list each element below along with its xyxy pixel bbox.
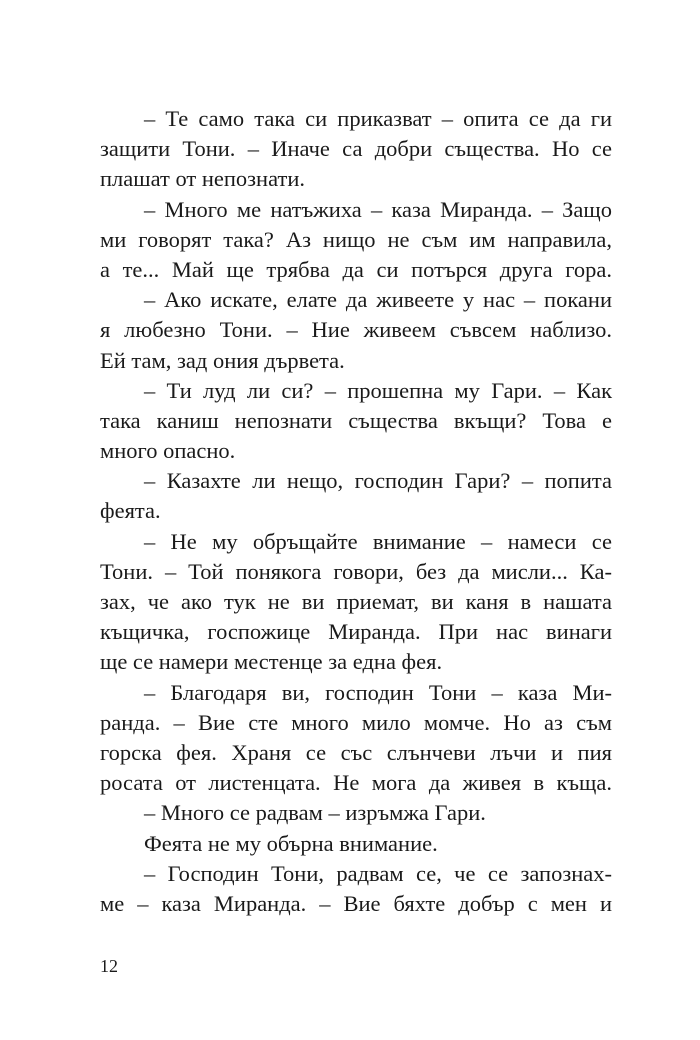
text-line: – Господин Тони, радвам се, че се запознах- — [144, 860, 612, 886]
text-line: Ей там, зад ония дървета. — [100, 347, 345, 373]
text-line: къщичка, госпожице Миранда. При нас винаги — [100, 619, 612, 645]
text-line: я любезно Тони. – Ние живеем съвсем наблизо. — [100, 317, 612, 343]
text-line: – Казахте ли нещо, господин Гари? – попита — [144, 468, 612, 494]
text-line: ми говорят така? Аз нищо не съм им направила, — [100, 226, 612, 252]
text-line: Феята не му обърна внимание. — [144, 830, 438, 856]
text-line: ще се намери местенце за една фея. — [100, 649, 443, 675]
page-text — [100, 104, 612, 919]
text-line: горска фея. Храня се със слънчеви лъчи и пия — [100, 739, 612, 765]
page-number: 12 — [100, 956, 118, 976]
text-line: защити Тони. – Иначе са добри същества. Но се — [100, 136, 612, 162]
text-line: – Много се радвам – изръмжа Гари. — [144, 800, 486, 826]
text-line: Тони. – Той понякога говори, без да мисли... Ка- — [100, 558, 612, 584]
text-line: росата от листенцата. Не мога да живея в къща. — [100, 770, 612, 796]
text-line: – Ти луд ли си? – прошепна му Гари. – Как — [144, 377, 612, 403]
text-line: – Ако искате, елате да живеете у нас – покани — [144, 287, 612, 313]
text-line: – Много ме натъжиха – каза Миранда. – Защо — [144, 196, 612, 222]
text-line: феята. — [100, 498, 161, 524]
text-line: зах, че ако тук не ви приемат, ви каня в нашата — [100, 589, 612, 614]
text-line: – Те само така си приказват – опита се да ги — [144, 106, 612, 131]
text-line: така каниш непознати същества вкъщи? Това е — [100, 407, 612, 433]
text-line: а те... Май ще трябва да си потърся друга гора. — [100, 256, 612, 282]
text-line: ме – каза Миранда. – Вие бяхте добър с мен и — [100, 890, 612, 916]
text-line: плашат от непознати. — [100, 166, 306, 192]
text-line: ранда. – Вие сте много мило момче. Но аз съм — [100, 709, 612, 735]
text-line: – Благодаря ви, господин Тони – каза Ми- — [144, 679, 612, 705]
text-line: – Не му обръщайте внимание – намеси се — [144, 528, 612, 554]
text-line: много опасно. — [100, 438, 236, 464]
